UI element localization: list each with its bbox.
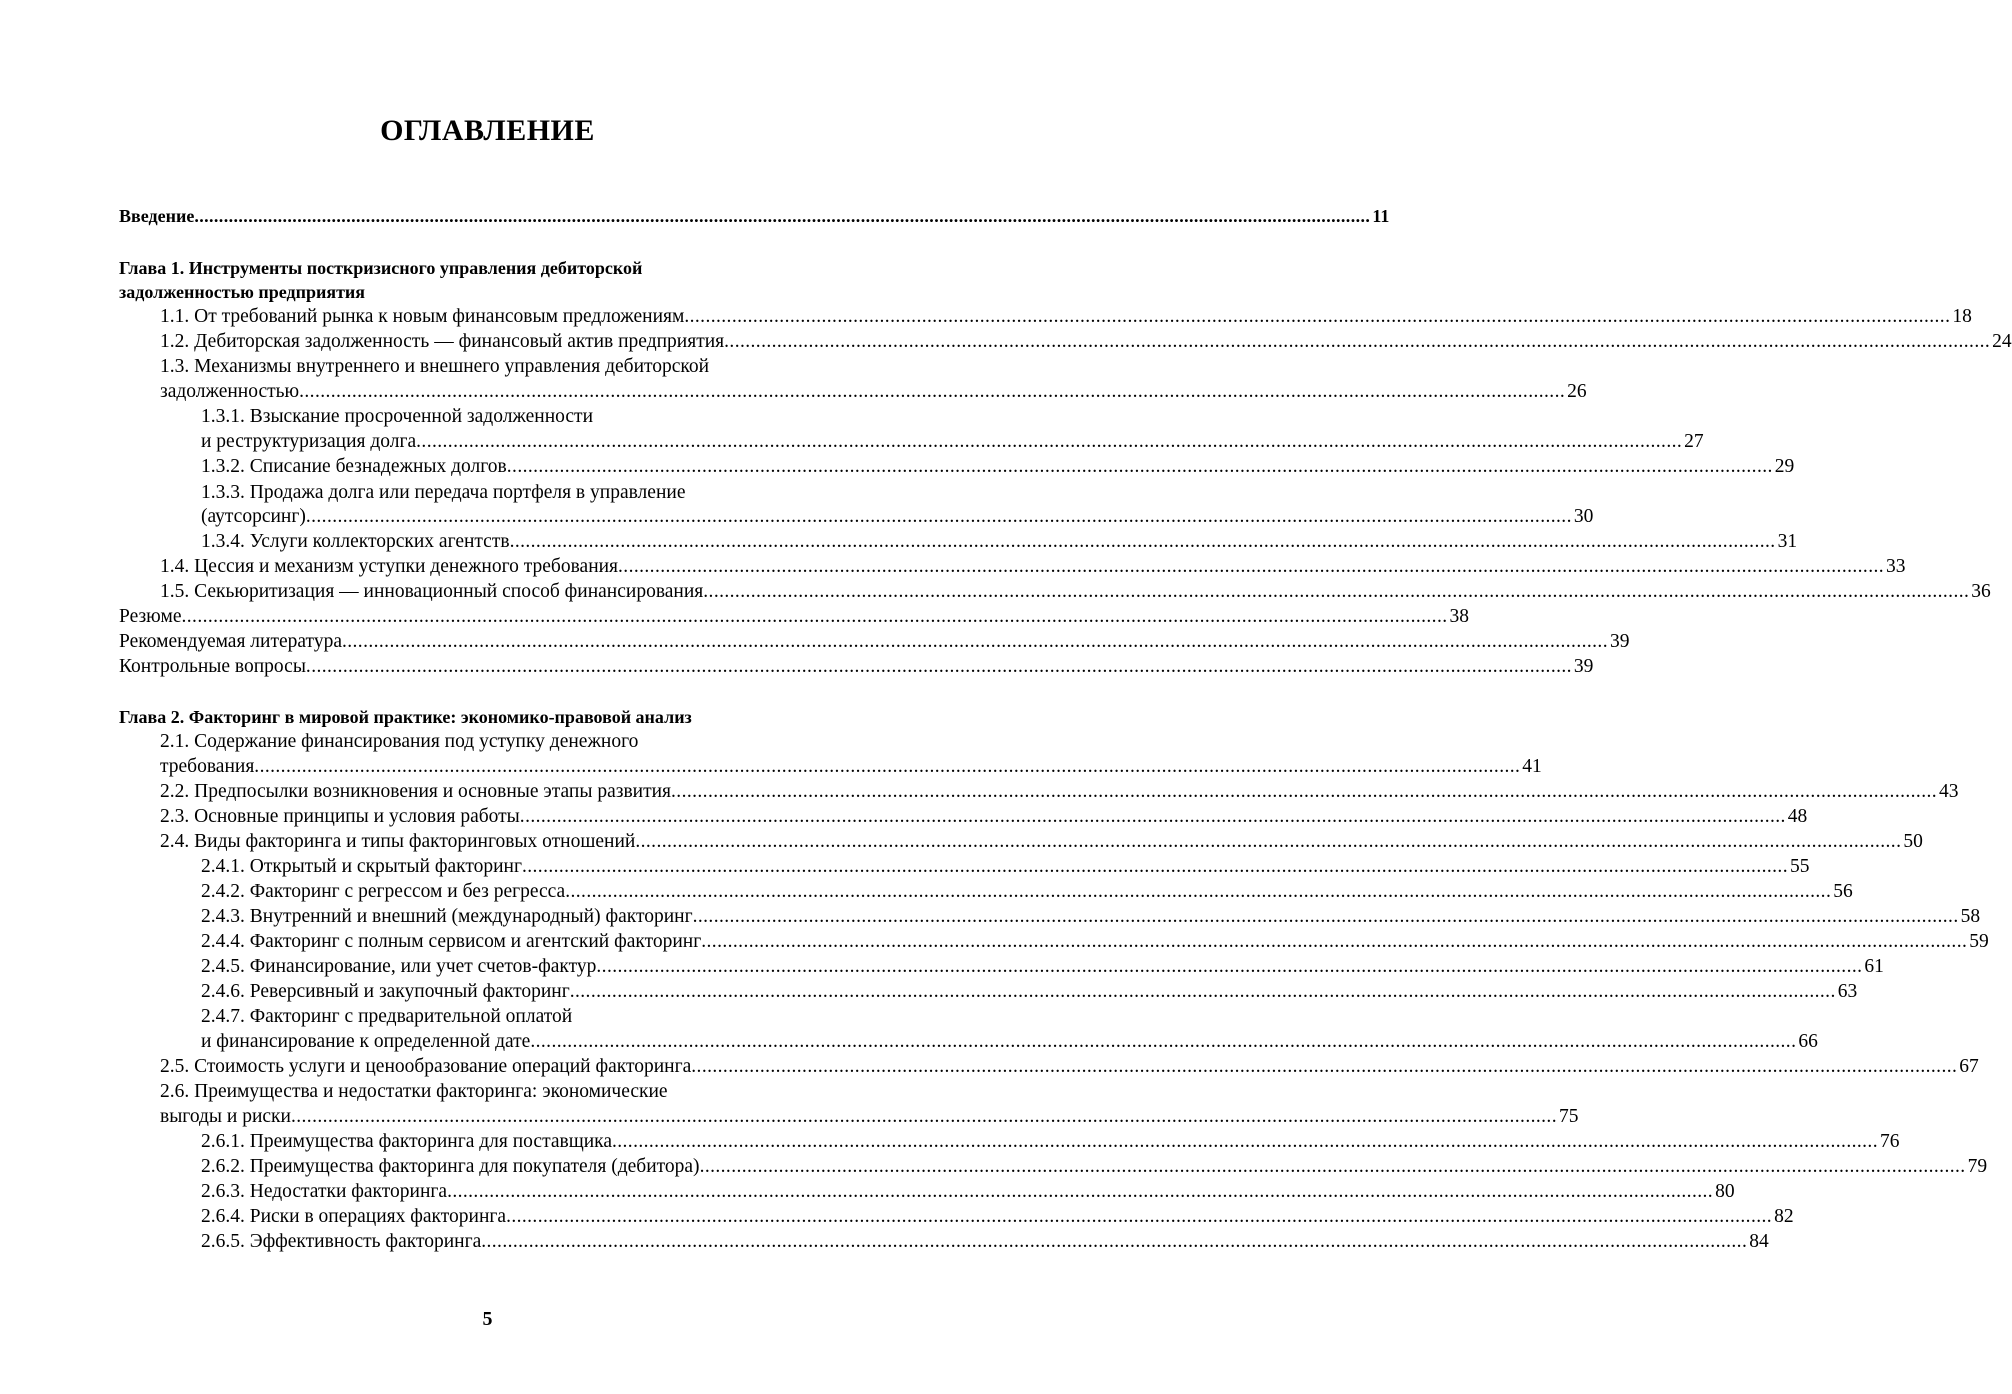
toc-entry — [119, 854, 1810, 879]
toc-entry — [119, 379, 1587, 404]
toc-entry-title: 2.1. Содержание финансирования под уступку денежного — [160, 731, 639, 752]
dot-leader — [530, 1029, 1796, 1054]
toc-entry — [119, 1029, 1818, 1054]
page-title: ОГЛАВЛЕНИЕ — [380, 114, 595, 147]
toc-entry — [119, 1204, 1794, 1229]
toc-entry-page: 56 — [1833, 881, 1853, 902]
toc-entry-page: 75 — [1558, 1106, 1579, 1127]
dot-leader — [507, 454, 1773, 479]
toc-entry-page: 26 — [1567, 381, 1587, 402]
toc-entry — [119, 429, 1704, 454]
toc-entry-title: 1.3.4. Услуги коллекторских агентств — [201, 531, 510, 552]
toc-entry-page: 31 — [1777, 531, 1798, 552]
dot-leader — [565, 879, 1831, 904]
toc-entry-page: 50 — [1903, 831, 1923, 852]
dot-leader — [291, 1104, 1557, 1129]
toc-entry-title: 1.3. Механизмы внутреннего и внешнего управления дебиторской — [160, 356, 710, 377]
toc-entry-title: 1.2. Дебиторская задолженность — финансовый актив предприятия — [160, 331, 725, 352]
dot-leader — [522, 854, 1788, 879]
toc-entry-title: 2.4. Виды факторинга и типы факторинговых отношений — [160, 831, 636, 852]
dot-leader — [724, 329, 1990, 354]
toc-entry — [119, 454, 1795, 479]
dot-leader — [618, 554, 1884, 579]
toc-entry-title: 2.6.3. Недостатки факторинга — [201, 1181, 448, 1202]
toc-entry-title: 2.4.5. Финансирование, или учет счетов-фактур — [201, 956, 597, 977]
toc-entry — [119, 529, 1798, 554]
toc-entry-page: 59 — [1969, 931, 1989, 952]
toc-entry — [119, 705, 852, 730]
toc-entry — [119, 979, 1858, 1004]
dot-leader — [570, 979, 1836, 1004]
toc-entry-title: 2.6.5. Эффективность факторинга — [201, 1231, 482, 1252]
toc-entry-page: 29 — [1774, 456, 1795, 477]
toc-entry — [119, 1004, 852, 1029]
toc-entry-page: 48 — [1787, 806, 1808, 827]
page-number: 5 — [482, 1308, 493, 1330]
toc-entry-page: 76 — [1879, 1131, 1900, 1152]
toc-entry-title: 2.2. Предпосылки возникновения и основные этапы развития — [160, 781, 672, 802]
toc-entry-page: 67 — [1959, 1056, 1979, 1077]
toc-entry — [119, 404, 852, 429]
toc-entry-page: 63 — [1837, 981, 1858, 1002]
dot-leader — [481, 1229, 1747, 1254]
toc-entry-page: 39 — [1609, 631, 1630, 652]
toc-entry-page: 61 — [1864, 956, 1884, 977]
toc-entry-title: требования — [160, 756, 255, 777]
dot-leader — [306, 654, 1572, 679]
toc-entry — [119, 604, 1469, 629]
toc-entry-title: (аутсорсинг) — [201, 506, 306, 527]
toc-entry — [119, 280, 852, 305]
toc-entry — [119, 779, 1959, 804]
toc-entry-title: 1.1. От требований рынка к новым финансовым предложениям — [160, 306, 685, 327]
toc-entry — [119, 1229, 1769, 1254]
toc-entry-title: и финансирование к определенной дате — [201, 1031, 531, 1052]
toc-entry-title: Глава 2. Факторинг в мировой практике: экономико-правовой анализ — [119, 707, 692, 727]
toc-entry-title: 1.5. Секьюритизация — инновационный способ финансирования — [160, 581, 704, 602]
dot-leader — [506, 1204, 1772, 1229]
toc-entry-page: 66 — [1798, 1031, 1818, 1052]
dot-leader — [684, 304, 1950, 329]
toc-entry — [119, 929, 1989, 954]
toc-entry-title: 2.6. Преимущества и недостатки факторинга: экономические — [160, 1081, 668, 1102]
dot-leader — [254, 754, 1520, 779]
toc-entry-page: 24 — [1992, 331, 2012, 352]
toc-entry-title: 2.6.4. Риски в операциях факторинга — [201, 1206, 507, 1227]
toc-entry-page: 39 — [1573, 656, 1594, 677]
dot-leader — [416, 429, 1682, 454]
toc-entry — [119, 304, 1972, 329]
toc-entry — [119, 579, 1991, 604]
toc-entry-page: 55 — [1789, 856, 1810, 877]
toc-entry — [119, 729, 852, 754]
dot-leader — [510, 529, 1776, 554]
toc-entry — [119, 354, 852, 379]
toc-entry-page: 79 — [1967, 1156, 1988, 1177]
toc-entry-page: 43 — [1939, 781, 1959, 802]
dot-leader — [701, 929, 1967, 954]
dot-leader — [612, 1129, 1878, 1154]
dot-leader — [596, 954, 1862, 979]
toc-entry-title: 2.4.4. Факторинг с полным сервисом и агентский факторинг — [201, 931, 702, 952]
toc-entry — [119, 256, 852, 281]
toc-entry — [119, 654, 1594, 679]
toc-entry-title: Резюме — [119, 606, 182, 627]
toc-entry-page: 84 — [1749, 1231, 1769, 1252]
toc-entry-page: 30 — [1573, 506, 1594, 527]
toc-entry-title: 2.5. Стоимость услуги и ценообразование операций факторинга — [160, 1056, 692, 1077]
toc-entry — [119, 1179, 1735, 1204]
toc-entry — [119, 904, 1981, 929]
toc-entry-page: 41 — [1522, 756, 1542, 777]
toc-entry-title: задолженностью предприятия — [119, 282, 366, 302]
toc-entry-page: 18 — [1952, 306, 1972, 327]
toc-entry — [119, 329, 2012, 354]
toc-entry — [119, 879, 1853, 904]
toc-entry — [119, 1079, 852, 1104]
toc-entry-page: 80 — [1715, 1181, 1735, 1202]
toc-entry-title: и реструктуризация долга — [201, 431, 417, 452]
toc-entry-title: 2.4.7. Факторинг с предварительной оплатой — [201, 1006, 573, 1027]
toc-entry-title: Рекомендуемая литература — [119, 631, 342, 652]
dot-leader — [306, 504, 1572, 529]
dot-leader — [635, 829, 1901, 854]
toc-entry — [119, 554, 1906, 579]
toc-entry — [119, 954, 1884, 979]
dot-leader — [299, 379, 1565, 404]
toc-entry-title: 2.6.1. Преимущества факторинга для поставщика — [201, 1131, 612, 1152]
dot-leader — [700, 1154, 1966, 1179]
toc-entry-page: 38 — [1449, 606, 1469, 627]
toc-entry — [119, 480, 852, 505]
dot-leader — [691, 1054, 1957, 1079]
toc-entry-page: 58 — [1960, 906, 1981, 927]
toc-entry-title: 1.3.2. Списание безнадежных долгов — [201, 456, 507, 477]
dot-leader — [703, 579, 1969, 604]
toc-entry-title: Глава 1. Инструменты посткризисного управления дебиторской — [119, 258, 643, 278]
dot-leader — [520, 804, 1786, 829]
toc-entry — [119, 204, 1390, 229]
toc-entry — [119, 829, 1923, 854]
toc-entry-title: 2.3. Основные принципы и условия работы — [160, 806, 520, 827]
dot-leader — [693, 904, 1959, 929]
toc-entry-page: 82 — [1774, 1206, 1794, 1227]
dot-leader — [342, 629, 1608, 654]
toc-entry-title: 2.4.2. Факторинг с регрессом и без регресса — [201, 881, 566, 902]
toc-entry-page: 36 — [1971, 581, 1991, 602]
toc-entry-page: 11 — [1372, 206, 1390, 226]
toc-entry-title: 2.4.1. Открытый и скрытый факторинг — [201, 856, 522, 877]
toc-entry-title: 2.6.2. Преимущества факторинга для покупателя (дебитора) — [201, 1156, 700, 1177]
dot-leader — [194, 204, 1370, 229]
toc-entry-title: выгоды и риски — [160, 1106, 291, 1127]
toc-entry — [119, 1104, 1579, 1129]
toc-entry — [119, 1054, 1979, 1079]
toc-entry — [119, 1129, 1900, 1154]
toc-entry-title: 2.4.3. Внутренний и внешний (международный) факторинг — [201, 906, 693, 927]
dot-leader — [182, 604, 1448, 629]
toc-entry — [119, 504, 1594, 529]
toc-entry-title: 1.3.3. Продажа долга или передача портфеля в управление — [201, 482, 686, 503]
toc-entry-title: 1.3.1. Взыскание просроченной задолженности — [201, 406, 594, 427]
dot-leader — [447, 1179, 1713, 1204]
toc-entry-page: 27 — [1684, 431, 1704, 452]
toc-entry-title: 2.4.6. Реверсивный и закупочный факторинг — [201, 981, 570, 1002]
toc-entry-title: Контрольные вопросы — [119, 656, 306, 677]
toc-entry — [119, 804, 1808, 829]
toc-entry-title: 1.4. Цессия и механизм уступки денежного требования — [160, 556, 619, 577]
dot-leader — [671, 779, 1937, 804]
toc-entry — [119, 1154, 1988, 1179]
toc-entry — [119, 754, 1542, 779]
toc-entry-title: задолженностью — [160, 381, 300, 402]
toc-entry — [119, 629, 1630, 654]
toc-entry-page: 33 — [1886, 556, 1906, 577]
toc-entry-title: Введение — [119, 206, 195, 226]
